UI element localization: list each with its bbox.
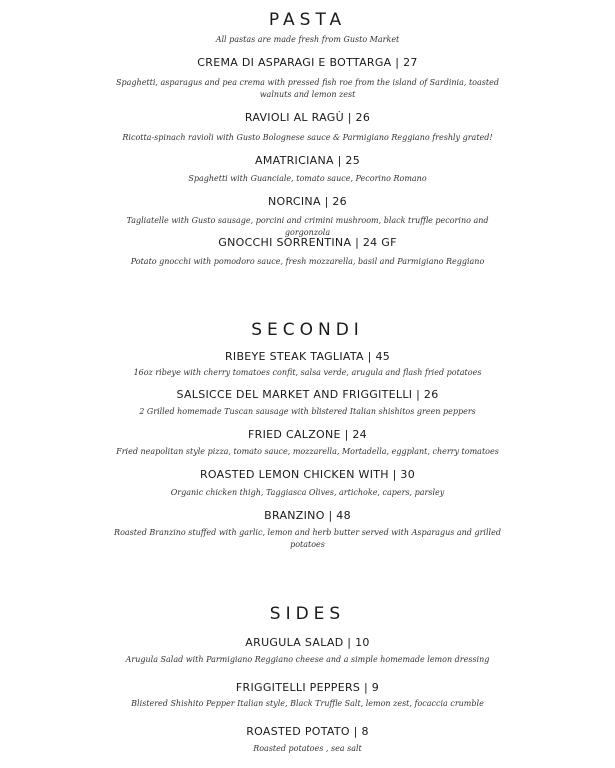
pasta-section-subtitle: All pastas are made fresh from Gusto Market xyxy=(215,35,400,44)
secondi-section-title: SECONDI xyxy=(251,320,364,340)
menu-item-name: ROASTED POTATO | 8 xyxy=(246,725,369,738)
menu-item-name: AMATRICIANA | 25 xyxy=(255,154,360,167)
menu-item-name: GNOCCHI SORRENTINA | 24 GF xyxy=(218,236,397,249)
menu-item-name: ROASTED LEMON CHICKEN WITH | 30 xyxy=(199,468,416,481)
menu-item-name: ARUGULA SALAD | 10 xyxy=(245,636,370,649)
menu-item-description: 16oz ribeye with cherry tomatoes confit, salsa verde, arugula and flash fried potatoes xyxy=(133,368,482,377)
menu-item-description: Spaghetti, asparagus and pea crema with pressed fish roe from the island of Sardinia, toasted walnuts and lemon zest xyxy=(116,78,499,99)
menu-item-description: Spaghetti with Guanciale, tomato sauce, Pecorino Romano xyxy=(188,174,427,183)
menu-item-description: Roasted potatoes , sea salt xyxy=(253,744,362,753)
sides-section-title: SIDES xyxy=(269,604,346,624)
menu-item-description: Ricotta-spinach ravioli with Gusto Bolognese sauce & Parmigiano Reggiano freshly grated! xyxy=(122,133,493,142)
menu-item-name: SALSICCE DEL MARKET AND FRIGGITELLI | 26 xyxy=(176,388,439,401)
menu-item-description: 2 Grilled homemade Tuscan sausage with blistered Italian shishitos green peppers xyxy=(139,407,476,416)
menu-item-name: CREMA DI ASPARAGI E BOTTARGA | 27 xyxy=(197,56,418,69)
menu-item-description: Fried neapolitan style pizza, tomato sauce, mozzarella, Mortadella, eggplant, cherry tomatoes xyxy=(116,447,499,456)
menu-item-name: FRIGGITELLI PEPPERS | 9 xyxy=(235,681,380,694)
menu-item-description: Roasted Branzino stuffed with garlic, lemon and herb butter served with Asparagus and grilled potatoes xyxy=(114,528,501,549)
menu-item-description: Tagliatelle with Gusto sausage, porcini and crimini mushroom, black truffle pecorino and gorgonzola xyxy=(126,216,489,237)
menu-item-name: RIBEYE STEAK TAGLIATA | 45 xyxy=(224,350,391,363)
menu-item-name: NORCINA | 26 xyxy=(268,195,347,208)
menu-item-name: FRIED CALZONE | 24 xyxy=(248,428,367,441)
menu-item-name: RAVIOLI AL RAGÙ | 26 xyxy=(244,111,371,124)
menu-item-description: Arugula Salad with Parmigiano Reggiano cheese and a simple homemade lemon dressing xyxy=(125,655,490,664)
menu-item-name: BRANZINO | 48 xyxy=(264,509,351,522)
pasta-section-title: PASTA xyxy=(268,10,347,30)
menu-item-description: Organic chicken thigh, Taggiasca Olives, artichoke, capers, parsley xyxy=(170,488,445,497)
menu-item-description: Blistered Shishito Pepper Italian style, Black Truffle Salt, lemon zest, focaccia crumble xyxy=(131,699,484,708)
menu-item-description: Potato gnocchi with pomodoro sauce, fresh mozzarella, basil and Parmigiano Reggiano xyxy=(130,257,485,266)
